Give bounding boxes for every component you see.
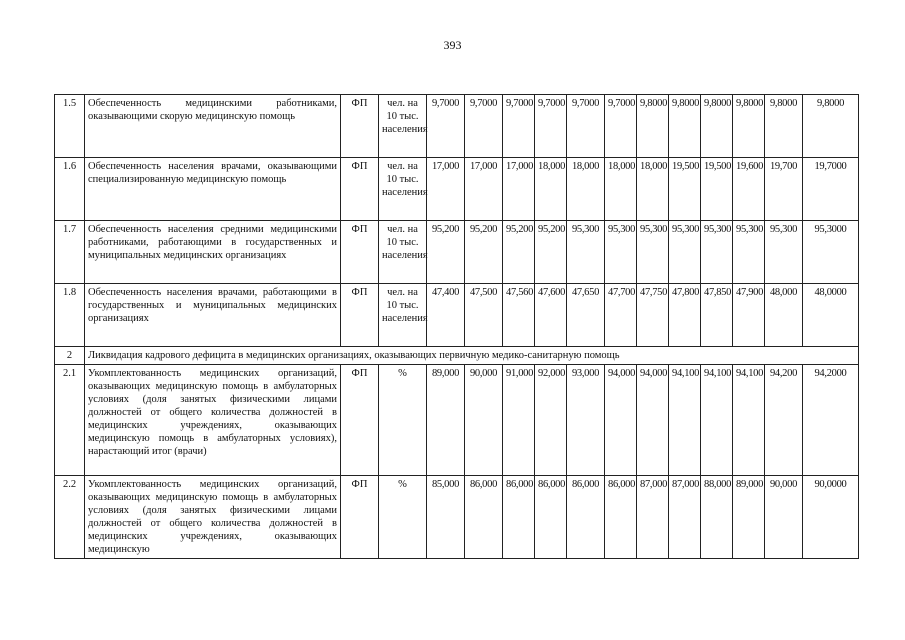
value-cell: 95,300 — [669, 221, 701, 284]
value-cell: 94,100 — [733, 365, 765, 476]
indicator-unit: % — [379, 476, 427, 559]
value-cell: 19,500 — [701, 158, 733, 221]
value-cell: 95,300 — [605, 221, 637, 284]
value-cell: 47,400 — [427, 284, 465, 347]
section-title: Ликвидация кадрового дефицита в медицинских организациях, оказывающих первичную медико-санитарную помощь — [85, 347, 859, 365]
page-number: 393 — [443, 38, 462, 52]
value-cell: 18,000 — [605, 158, 637, 221]
indicator-source: ФП — [341, 476, 379, 559]
indicator-source: ФП — [341, 365, 379, 476]
value-cell: 94,000 — [605, 365, 637, 476]
table-row — [55, 95, 859, 158]
value-cell: 19,7000 — [803, 158, 859, 221]
value-cell: 95,300 — [701, 221, 733, 284]
indicator-unit: % — [379, 365, 427, 476]
indicator-source: ФП — [341, 95, 379, 158]
value-cell: 86,000 — [567, 476, 605, 559]
section-row — [55, 347, 859, 365]
value-cell: 18,000 — [567, 158, 605, 221]
value-cell: 9,7000 — [605, 95, 637, 158]
indicator-name: Укомплектованность медицинских организаций, оказывающих медицинскую помощь в амбулаторных условиях (доля занятых физическими лицами должностей от общего количества должностей в медицинских учреждениях, оказывающих медицинскую помощь в амбулаторных условиях), нарастающий итог (врачи) — [85, 365, 341, 476]
value-cell: 47,700 — [605, 284, 637, 347]
table-row — [55, 365, 859, 476]
indicator-name: Обеспеченность населения врачами, оказывающими специализированную медицинскую помощь — [85, 158, 341, 221]
table-row — [55, 158, 859, 221]
value-cell: 17,000 — [427, 158, 465, 221]
value-cell: 94,100 — [669, 365, 701, 476]
indicator-source: ФП — [341, 284, 379, 347]
indicator-unit: чел. на 10 тыс. населения — [379, 221, 427, 284]
value-cell: 9,7000 — [465, 95, 503, 158]
value-cell: 48,0000 — [803, 284, 859, 347]
value-cell: 85,000 — [427, 476, 465, 559]
value-cell: 47,650 — [567, 284, 605, 347]
value-cell: 94,100 — [701, 365, 733, 476]
value-cell: 90,000 — [465, 365, 503, 476]
value-cell: 86,000 — [465, 476, 503, 559]
table-row — [55, 221, 859, 284]
value-cell: 18,000 — [637, 158, 669, 221]
value-cell: 47,560 — [503, 284, 535, 347]
value-cell: 9,7000 — [427, 95, 465, 158]
indicator-unit: чел. на 10 тыс. населения — [379, 158, 427, 221]
row-number: 2.1 — [55, 365, 85, 476]
value-cell: 95,200 — [427, 221, 465, 284]
value-cell: 48,000 — [765, 284, 803, 347]
value-cell: 9,8000 — [669, 95, 701, 158]
value-cell: 95,200 — [535, 221, 567, 284]
value-cell: 90,000 — [765, 476, 803, 559]
value-cell: 90,0000 — [803, 476, 859, 559]
value-cell: 91,000 — [503, 365, 535, 476]
value-cell: 9,7000 — [567, 95, 605, 158]
indicator-source: ФП — [341, 158, 379, 221]
value-cell: 47,500 — [465, 284, 503, 347]
value-cell: 95,200 — [503, 221, 535, 284]
value-cell: 19,700 — [765, 158, 803, 221]
value-cell: 94,200 — [765, 365, 803, 476]
value-cell: 92,000 — [535, 365, 567, 476]
indicator-name: Укомплектованность медицинских организаций, оказывающих медицинскую помощь в амбулаторных условиях (доля занятых физическими лицами должностей от общего количества должностей в медицинских учреждениях, оказывающих медицинскую — [85, 476, 341, 559]
indicator-unit: чел. на 10 тыс. населения — [379, 284, 427, 347]
indicator-name: Обеспеченность населения врачами, работающими в государственных и муниципальных медицинских организациях — [85, 284, 341, 347]
row-number: 1.8 — [55, 284, 85, 347]
value-cell: 47,900 — [733, 284, 765, 347]
value-cell: 17,000 — [465, 158, 503, 221]
row-number: 1.6 — [55, 158, 85, 221]
value-cell: 95,300 — [765, 221, 803, 284]
table-row — [55, 284, 859, 347]
value-cell: 87,000 — [637, 476, 669, 559]
value-cell: 9,8000 — [637, 95, 669, 158]
value-cell: 47,750 — [637, 284, 669, 347]
value-cell: 86,000 — [605, 476, 637, 559]
indicator-unit: чел. на 10 тыс. населения — [379, 95, 427, 158]
value-cell: 93,000 — [567, 365, 605, 476]
value-cell: 86,000 — [503, 476, 535, 559]
value-cell: 47,800 — [669, 284, 701, 347]
value-cell: 95,200 — [465, 221, 503, 284]
value-cell: 95,300 — [637, 221, 669, 284]
value-cell: 9,8000 — [733, 95, 765, 158]
value-cell: 9,7000 — [535, 95, 567, 158]
table-row — [55, 476, 859, 559]
value-cell: 87,000 — [669, 476, 701, 559]
value-cell: 94,2000 — [803, 365, 859, 476]
value-cell: 9,8000 — [765, 95, 803, 158]
value-cell: 94,000 — [637, 365, 669, 476]
value-cell: 18,000 — [535, 158, 567, 221]
value-cell: 86,000 — [535, 476, 567, 559]
value-cell: 95,300 — [733, 221, 765, 284]
row-number: 1.5 — [55, 95, 85, 158]
value-cell: 95,300 — [567, 221, 605, 284]
value-cell: 9,8000 — [701, 95, 733, 158]
value-cell: 19,500 — [669, 158, 701, 221]
value-cell: 47,600 — [535, 284, 567, 347]
value-cell: 9,8000 — [803, 95, 859, 158]
value-cell: 17,000 — [503, 158, 535, 221]
value-cell: 89,000 — [427, 365, 465, 476]
row-number: 2.2 — [55, 476, 85, 559]
value-cell: 9,7000 — [503, 95, 535, 158]
section-number: 2 — [55, 347, 85, 365]
value-cell: 95,3000 — [803, 221, 859, 284]
value-cell: 19,600 — [733, 158, 765, 221]
indicator-name: Обеспеченность медицинскими работниками, оказывающими скорую медицинскую помощь — [85, 95, 341, 158]
value-cell: 89,000 — [733, 476, 765, 559]
value-cell: 88,000 — [701, 476, 733, 559]
indicator-name: Обеспеченность населения средними медицинскими работниками, работающими в государственных и муниципальных медицинских организациях — [85, 221, 341, 284]
row-number: 1.7 — [55, 221, 85, 284]
value-cell: 47,850 — [701, 284, 733, 347]
indicator-source: ФП — [341, 221, 379, 284]
indicators-table — [54, 94, 859, 559]
